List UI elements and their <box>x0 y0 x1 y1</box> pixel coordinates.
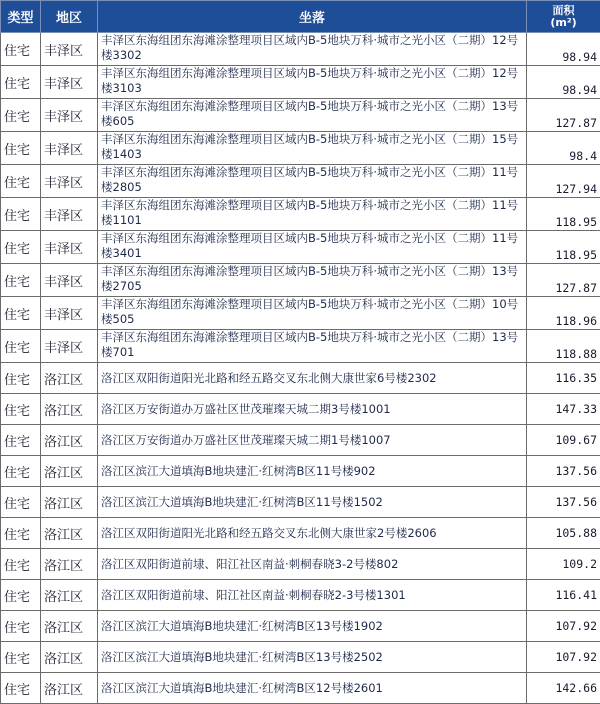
row-district-cell: 丰泽区 <box>41 132 98 165</box>
row-area-cell: 127.87 <box>527 264 600 297</box>
table-row <box>1 363 600 394</box>
row-area-cell: 118.95 <box>527 231 600 264</box>
table-row <box>1 425 600 456</box>
row-type-cell: 住宅 <box>1 363 41 394</box>
row-area-cell: 107.92 <box>527 611 600 642</box>
row-area-cell: 116.41 <box>527 580 600 611</box>
row-type-cell: 住宅 <box>1 611 41 642</box>
row-address-cell: 丰泽区东海组团东海滩涂整理项目区域内B-5地块万科·城市之光小区（二期）11号楼3401 <box>98 231 527 264</box>
table-row <box>1 642 600 673</box>
row-type-cell: 住宅 <box>1 580 41 611</box>
row-district-cell: 洛江区 <box>41 549 98 580</box>
row-address-cell: 丰泽区东海组团东海滩涂整理项目区域内B-5地块万科·城市之光小区（二期）13号楼2705 <box>98 264 527 297</box>
header-type: 类型 <box>1 1 41 33</box>
row-address-cell: 丰泽区东海组团东海滩涂整理项目区域内B-5地块万科·城市之光小区（二期）15号楼1403 <box>98 132 527 165</box>
row-address-cell: 丰泽区东海组团东海滩涂整理项目区域内B-5地块万科·城市之光小区（二期）13号楼701 <box>98 330 527 363</box>
row-district-cell: 洛江区 <box>41 642 98 673</box>
row-address-cell: 洛江区滨江大道填海B地块建汇·红树湾B区13号楼2502 <box>98 642 527 673</box>
row-type-cell: 住宅 <box>1 165 41 198</box>
table-row <box>1 99 600 132</box>
table-row <box>1 673 600 704</box>
table-row <box>1 231 600 264</box>
row-area-cell: 105.88 <box>527 518 600 549</box>
row-district-cell: 洛江区 <box>41 363 98 394</box>
header-row <box>1 1 600 33</box>
row-type-cell: 住宅 <box>1 394 41 425</box>
row-district-cell: 洛江区 <box>41 673 98 704</box>
table-row <box>1 165 600 198</box>
row-address-cell: 洛江区双阳街道前埭、阳江社区南益·刺桐春晓3-2号楼802 <box>98 549 527 580</box>
header-area <box>527 1 600 33</box>
row-area-cell: 109.67 <box>527 425 600 456</box>
row-district-cell: 丰泽区 <box>41 297 98 330</box>
row-address-cell: 洛江区万安街道办万盛社区世茂璀璨天城二期3号楼1001 <box>98 394 527 425</box>
row-district-cell: 洛江区 <box>41 580 98 611</box>
row-area-cell: 118.88 <box>527 330 600 363</box>
row-address-cell: 洛江区滨江大道填海B地块建汇·红树湾B区13号楼1902 <box>98 611 527 642</box>
row-district-cell: 洛江区 <box>41 425 98 456</box>
header-address: 坐落 <box>98 1 527 33</box>
table-row <box>1 580 600 611</box>
row-type-cell: 住宅 <box>1 99 41 132</box>
row-address-cell: 丰泽区东海组团东海滩涂整理项目区域内B-5地块万科·城市之光小区（二期）12号楼3103 <box>98 66 527 99</box>
row-address-cell: 丰泽区东海组团东海滩涂整理项目区域内B-5地块万科·城市之光小区（二期）11号楼1101 <box>98 198 527 231</box>
header-area-label: 面积 <box>553 4 575 17</box>
row-type-cell: 住宅 <box>1 456 41 487</box>
row-type-cell: 住宅 <box>1 642 41 673</box>
row-area-cell: 142.66 <box>527 673 600 704</box>
row-area-cell: 137.56 <box>527 456 600 487</box>
header-area-unit: (m²) <box>550 16 576 29</box>
row-address-cell: 洛江区滨江大道填海B地块建汇·红树湾B区11号楼902 <box>98 456 527 487</box>
row-district-cell: 丰泽区 <box>41 99 98 132</box>
row-district-cell: 洛江区 <box>41 394 98 425</box>
row-district-cell: 丰泽区 <box>41 198 98 231</box>
header-district: 地区 <box>41 1 98 33</box>
row-district-cell: 丰泽区 <box>41 66 98 99</box>
row-type-cell: 住宅 <box>1 549 41 580</box>
row-district-cell: 洛江区 <box>41 456 98 487</box>
row-type-cell: 住宅 <box>1 231 41 264</box>
row-address-cell: 洛江区双阳街道阳光北路和经五路交叉东北侧大康世家6号楼2302 <box>98 363 527 394</box>
row-type-cell: 住宅 <box>1 132 41 165</box>
row-address-cell: 洛江区滨江大道填海B地块建汇·红树湾B区12号楼2601 <box>98 673 527 704</box>
table-row <box>1 611 600 642</box>
row-area-cell: 127.87 <box>527 99 600 132</box>
row-district-cell: 洛江区 <box>41 487 98 518</box>
row-area-cell: 109.2 <box>527 549 600 580</box>
table-row <box>1 549 600 580</box>
row-type-cell: 住宅 <box>1 487 41 518</box>
row-district-cell: 丰泽区 <box>41 330 98 363</box>
row-address-cell: 洛江区双阳街道前埭、阳江社区南益·刺桐春晓2-3号楼1301 <box>98 580 527 611</box>
row-type-cell: 住宅 <box>1 425 41 456</box>
row-area-cell: 137.56 <box>527 487 600 518</box>
row-area-cell: 107.92 <box>527 642 600 673</box>
table-row <box>1 518 600 549</box>
row-area-cell: 116.35 <box>527 363 600 394</box>
row-area-cell: 147.33 <box>527 394 600 425</box>
row-type-cell: 住宅 <box>1 66 41 99</box>
row-type-cell: 住宅 <box>1 673 41 704</box>
row-district-cell: 洛江区 <box>41 611 98 642</box>
row-address-cell: 洛江区万安街道办万盛社区世茂璀璨天城二期1号楼1007 <box>98 425 527 456</box>
row-address-cell: 丰泽区东海组团东海滩涂整理项目区域内B-5地块万科·城市之光小区（二期）12号楼3302 <box>98 33 527 66</box>
row-type-cell: 住宅 <box>1 264 41 297</box>
table-row <box>1 330 600 363</box>
row-address-cell: 丰泽区东海组团东海滩涂整理项目区域内B-5地块万科·城市之光小区（二期）10号楼505 <box>98 297 527 330</box>
row-district-cell: 丰泽区 <box>41 231 98 264</box>
table-row <box>1 132 600 165</box>
row-area-cell: 118.96 <box>527 297 600 330</box>
row-area-cell: 98.4 <box>527 132 600 165</box>
row-address-cell: 洛江区双阳街道阳光北路和经五路交叉东北侧大康世家2号楼2606 <box>98 518 527 549</box>
row-address-cell: 丰泽区东海组团东海滩涂整理项目区域内B-5地块万科·城市之光小区（二期）11号楼2805 <box>98 165 527 198</box>
row-area-cell: 118.95 <box>527 198 600 231</box>
table-row <box>1 297 600 330</box>
row-type-cell: 住宅 <box>1 330 41 363</box>
table-row <box>1 33 600 66</box>
row-district-cell: 丰泽区 <box>41 264 98 297</box>
table-row <box>1 456 600 487</box>
row-area-cell: 98.94 <box>527 33 600 66</box>
table-row <box>1 264 600 297</box>
row-type-cell: 住宅 <box>1 198 41 231</box>
row-district-cell: 丰泽区 <box>41 33 98 66</box>
row-district-cell: 丰泽区 <box>41 165 98 198</box>
table-row <box>1 66 600 99</box>
table-row <box>1 198 600 231</box>
table-row <box>1 487 600 518</box>
row-address-cell: 丰泽区东海组团东海滩涂整理项目区域内B-5地块万科·城市之光小区（二期）13号楼605 <box>98 99 527 132</box>
row-type-cell: 住宅 <box>1 518 41 549</box>
row-district-cell: 洛江区 <box>41 518 98 549</box>
table-row <box>1 394 600 425</box>
row-area-cell: 127.94 <box>527 165 600 198</box>
row-type-cell: 住宅 <box>1 33 41 66</box>
row-address-cell: 洛江区滨江大道填海B地块建汇·红树湾B区11号楼1502 <box>98 487 527 518</box>
row-type-cell: 住宅 <box>1 297 41 330</box>
row-area-cell: 98.94 <box>527 66 600 99</box>
